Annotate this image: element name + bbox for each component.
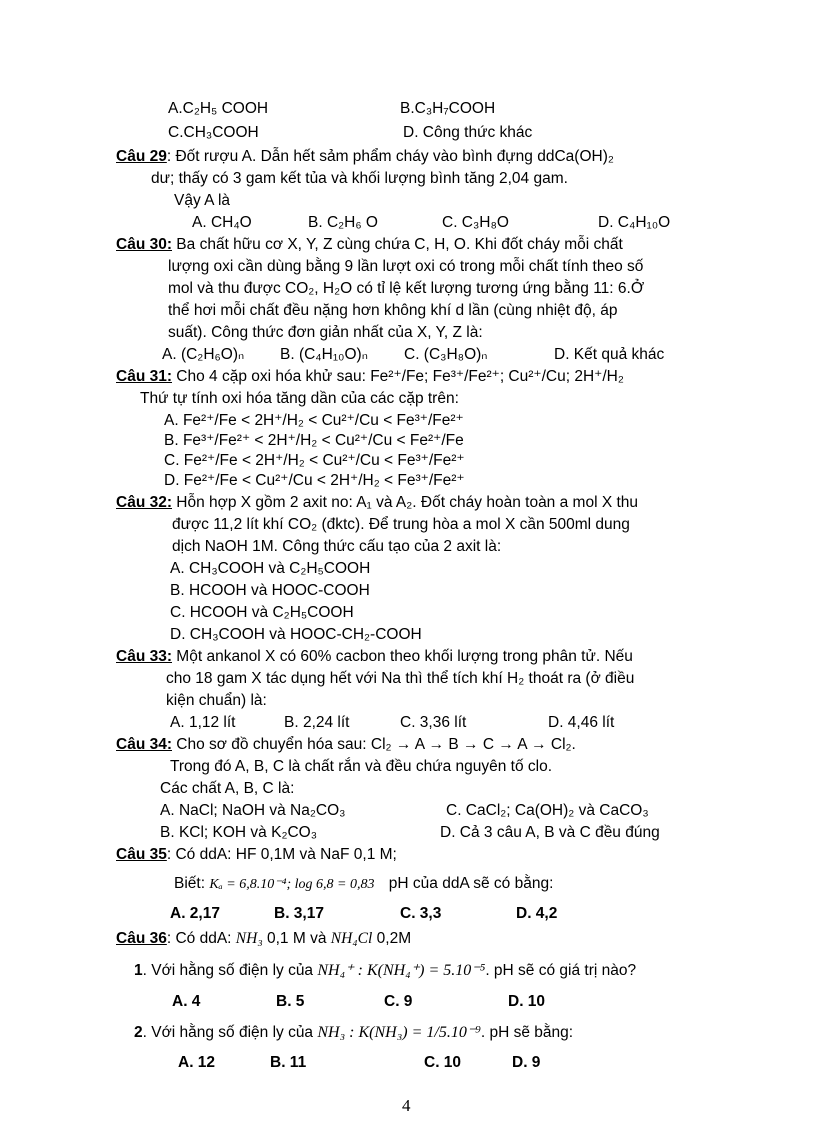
q30-option-c: C. (C₃H₈O)ₙ — [404, 346, 488, 363]
q36-text-suffix: 0,2M — [372, 930, 412, 947]
q36-nh3: NH₃ — [235, 930, 263, 947]
q36-part1-option-b: B. 5 — [276, 993, 305, 1010]
q32-stem — [116, 493, 638, 513]
q36-part2-suffix: . pH sẽ bằng: — [480, 1024, 574, 1041]
q35-label: Câu 35 — [116, 846, 167, 863]
q34-label: Câu 34: — [116, 736, 172, 753]
q34-option-d: D. Cả 3 câu A, B và C đều đúng — [440, 824, 660, 841]
q29-option-c: C. C₃H₈O — [442, 214, 509, 231]
q33-label: Câu 33: — [116, 648, 172, 665]
q33-option-b: B. 2,24 lít — [284, 714, 350, 731]
q36-text-mid: 0,1 M và — [262, 930, 331, 947]
q36-part1-suffix: . pH sẽ có giá trị nào? — [485, 962, 637, 979]
q29-option-a: A. CH₄O — [192, 214, 252, 231]
q35-given-prefix: Biết: — [174, 875, 210, 892]
q32-label: Câu 32: — [116, 494, 172, 511]
q36-part1-option-a: A. 4 — [172, 993, 201, 1010]
q31-label: Câu 31: — [116, 368, 172, 385]
q31-option-b: B. Fe³⁺/Fe²⁺ < 2H⁺/H₂ < Cu²⁺/Cu < Fe²⁺/Fe — [164, 432, 464, 449]
q34-option-a: A. NaCl; NaOH và Na₂CO₃ — [160, 802, 346, 819]
q36-part1-option-d: D. 10 — [508, 993, 546, 1010]
q29-line: dư; thấy có 3 gam kết tủa và khối lượng bình tăng 2,04 gam. — [151, 170, 568, 187]
q36-part2-option-a: A. 12 — [178, 1054, 216, 1071]
q30-option-a: A. (C₂H₆O)ₙ — [162, 346, 245, 363]
q31-stem — [116, 367, 624, 387]
q34-option-b: B. KCl; KOH và K₂CO₃ — [160, 824, 318, 841]
q35-option-c: C. 3,3 — [400, 905, 442, 922]
q32-option-c: C. HCOOH và C₂H₅COOH — [170, 604, 354, 621]
q36-part2-prefix: . Với hằng số điện ly của — [142, 1024, 318, 1041]
q32-option-d: D. CH₃COOH và HOOC-CH₂-COOH — [170, 626, 422, 643]
q36-nh4cl: NH₄Cl — [330, 930, 373, 947]
q32-option-b: B. HCOOH và HOOC-COOH — [170, 582, 370, 599]
q36-part1-prefix: . Với hằng số điện ly của — [142, 962, 318, 979]
q36-part1-formula: NH₄⁺ : K(NH₄⁺) = 5.10⁻⁵ — [317, 962, 486, 979]
q35-text: : Có ddA: HF 0,1M và NaF 0,1 M; — [166, 846, 397, 863]
q34-line: Các chất A, B, C là: — [160, 780, 295, 797]
q31-option-a: A. Fe²⁺/Fe < 2H⁺/H₂ < Cu²⁺/Cu < Fe³⁺/Fe²⁺ — [164, 412, 464, 429]
q31-option-d: D. Fe²⁺/Fe < Cu²⁺/Cu < 2H⁺/H₂ < Fe³⁺/Fe²⁺ — [164, 472, 465, 489]
q33-line: cho 18 gam X tác dụng hết với Na thì thể tích khí H₂ thoát ra (ở điều — [166, 670, 635, 687]
q33-option-d: D. 4,46 lít — [548, 714, 615, 731]
q31-option-c: C. Fe²⁺/Fe < 2H⁺/H₂ < Cu²⁺/Cu < Fe³⁺/Fe²⁺ — [164, 452, 465, 469]
q35-ka-formula: Kₐ = 6,8.10⁻⁴; log 6,8 = 0,83 — [209, 877, 375, 892]
q32-text: Hỗn hợp X gồm 2 axit no: A₁ và A₂. Đốt cháy hoàn toàn a mol X thu — [172, 494, 639, 511]
q30-text: Ba chất hữu cơ X, Y, Z cùng chứa C, H, O. Khi đốt cháy mỗi chất — [172, 236, 623, 253]
q30-stem — [116, 235, 623, 255]
q36-part2-option-d: D. 9 — [512, 1054, 541, 1071]
q30-label: Câu 30: — [116, 236, 172, 253]
q29-line: Vậy A là — [174, 192, 231, 209]
q31-line: Thứ tự tính oxi hóa tăng dần của các cặp trên: — [140, 390, 459, 407]
q34-line: Trong đó A, B, C là chất rắn và đều chứa nguyên tố clo. — [170, 758, 553, 775]
q29-stem — [116, 147, 614, 167]
q33-option-c: C. 3,36 lít — [400, 714, 467, 731]
q28-option-b: B.C₃H₇COOH — [400, 100, 496, 117]
q36-stem — [116, 929, 411, 949]
q32-line: dịch NaOH 1M. Công thức cấu tạo của 2 axit là: — [172, 538, 502, 555]
q35-given — [174, 874, 553, 895]
q30-line: suất). Công thức đơn giản nhất của X, Y, Z là: — [168, 324, 483, 341]
q32-line: được 11,2 lít khí CO₂ (đktc). Để trung hòa a mol X cần 500ml dung — [172, 516, 630, 533]
q30-option-d: D. Kết quả khác — [554, 346, 665, 363]
q31-text: Cho 4 cặp oxi hóa khử sau: Fe²⁺/Fe; Fe³⁺/Fe²⁺; Cu²⁺/Cu; 2H⁺/H₂ — [172, 368, 624, 385]
q36-text-prefix: : Có ddA: — [166, 930, 232, 947]
q35-stem — [116, 845, 397, 865]
q34-option-c: C. CaCl₂; Ca(OH)₂ và CaCO₃ — [446, 802, 649, 819]
q35-option-d: D. 4,2 — [516, 905, 558, 922]
q33-option-a: A. 1,12 lít — [170, 714, 236, 731]
q29-text: : Đốt rượu A. Dẫn hết sảm phẩm cháy vào bình đựng ddCa(OH)₂ — [166, 148, 614, 165]
q35-option-a: A. 2,17 — [170, 905, 220, 922]
q36-part1-option-c: C. 9 — [384, 993, 413, 1010]
page-number: 4 — [402, 1096, 411, 1115]
q36-part2-formula: NH₃ : K(NH₃) = 1/5.10⁻⁹ — [317, 1024, 481, 1041]
q35-given-suffix: pH của ddA sẽ có bằng: — [388, 875, 554, 892]
q33-text: Một ankanol X có 60% cacbon theo khối lượng trong phân tử. Nếu — [172, 648, 633, 665]
q29-label: Câu 29 — [116, 148, 167, 165]
q28-option-a: A.C₂H₅ COOH — [168, 100, 269, 117]
q28-option-c: C.CH₃COOH — [168, 124, 259, 141]
q35-option-b: B. 3,17 — [274, 905, 324, 922]
q30-line: thể hơi mỗi chất đều nặng hơn không khí d lần (cùng nhiệt độ, áp — [168, 302, 618, 319]
q30-option-b: B. (C₄H₁₀O)ₙ — [280, 346, 368, 363]
q33-stem — [116, 647, 633, 667]
q29-option-b: B. C₂H₆ O — [308, 214, 378, 231]
q36-label: Câu 36 — [116, 930, 167, 947]
q34-stem — [116, 735, 576, 755]
q30-line: mol và thu được CO₂, H₂O có tỉ lệ kết lượng tương ứng bằng 11: 6.Ở — [168, 280, 645, 297]
q36-part1 — [134, 961, 636, 981]
q33-line: kiện chuẩn) là: — [166, 692, 267, 709]
q36-part2-number: 2 — [134, 1024, 143, 1041]
q36-part2-option-c: C. 10 — [424, 1054, 462, 1071]
q36-part2 — [134, 1023, 573, 1043]
q28-option-d: D. Công thức khác — [403, 124, 533, 141]
q29-option-d: D. C₄H₁₀O — [598, 214, 671, 231]
q32-option-a: A. CH₃COOH và C₂H₅COOH — [170, 560, 371, 577]
q30-line: lượng oxi cần dùng bằng 9 lần lượt oxi có trong mỗi chất tính theo số — [168, 258, 644, 275]
q36-part1-number: 1 — [134, 962, 143, 979]
q34-text: Cho sơ đồ chuyển hóa sau: Cl₂ → A → B → C → A → Cl₂. — [172, 736, 576, 753]
q36-part2-option-b: B. 11 — [270, 1054, 307, 1071]
